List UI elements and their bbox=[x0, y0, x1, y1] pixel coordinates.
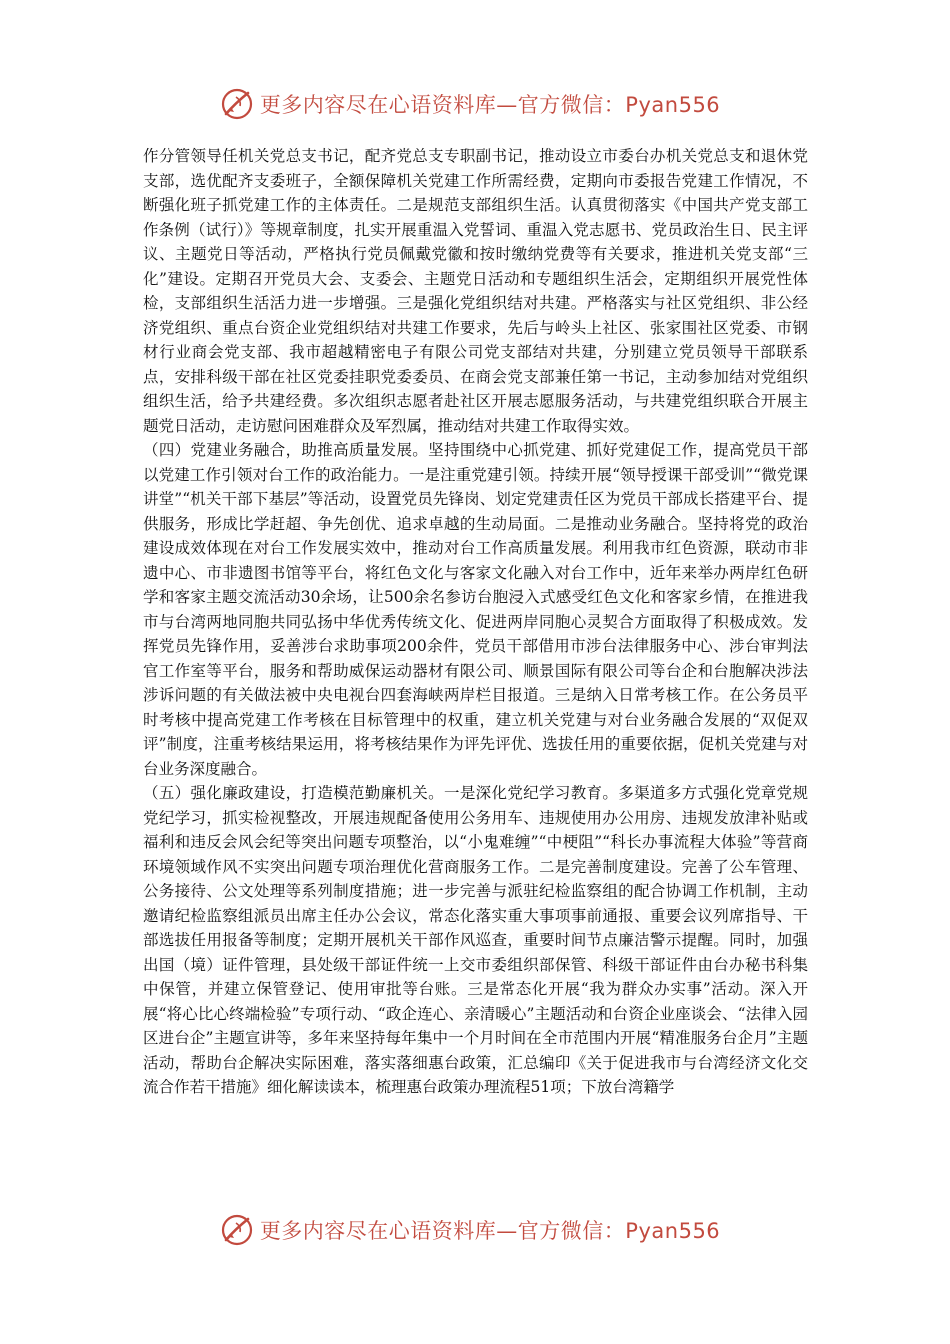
pen-logo-icon bbox=[220, 87, 254, 121]
paragraph-3: （五）强化廉政建设，打造模范勤廉机关。一是深化党纪学习教育。多渠道多方式强化党章党规党纪学习，抓实检视整改，开展违规配备使用公务用车、违规使用办公用房、违规发放津补贴或福利和违反会风会纪等突出问题专项整治，以“小鬼难缠”“中梗阻”“科长办事流程大体验”等营商环境领域作风不实突出问题专项治理优化营商服务工作。二是完善制度建设。完善了公车管理、公务接待、公文处理等系列制度措施；进一步完善与派驻纪检监察组的配合协调工作机制，主动邀请纪检监察组派员出席主任办公会议，常态化落实重大事项事前通报、重要会议列席指导、干部选拔任用报备等制度；定期开展机关干部作风巡查，重要时间节点廉洁警示提醒。同时，加强出国（境）证件管理，县处级干部证件统一上交市委组织部保管、科级干部证件由台办秘书科集中保管，并建立保管登记、使用审批等台账。三是常态化开展“我为群众办实事”活动。深入开展“将心比心终端检验”专项行动、“政企连心、亲清暖心”主题活动和台资企业座谈会、“法律入园区进台企”主题宣讲等，多年来坚持每年集中一个月时间在全市范围内开展“精准服务台企月”主题活动，帮助台企解决实际困难，落实落细惠台政策，汇总编印《关于促进我市与台湾经济文化交流合作若干措施》细化解读读本，梳理惠台政策办理流程51项；下放台湾籍学 bbox=[143, 784, 808, 1096]
header-banner-text: 更多内容尽在心语资料库—官方微信：Pyan556 bbox=[259, 93, 721, 117]
footer-banner-inner bbox=[220, 1213, 720, 1247]
footer-banner bbox=[0, 1210, 950, 1250]
document-body bbox=[143, 144, 808, 1100]
footer-banner-text: 更多内容尽在心语资料库—官方微信：Pyan556 bbox=[259, 1219, 721, 1243]
header-banner bbox=[0, 84, 950, 124]
paragraph-1: 作分管领导任机关党总支书记，配齐党总支专职副书记，推动设立市委台办机关党总支和退休党支部，选优配齐支委班子，全额保障机关党建工作所需经费，定期向市委报告党建工作情况，不断强化班子抓党建工作的主体责任。二是规范支部组织生活。认真贯彻落实《中国共产党支部工作条例（试行）》等规章制度，扎实开展重温入党誓词、重温入党志愿书、党员政治生日、民主评议、主题党日等活动，严格执行党员佩戴党徽和按时缴纳党费等有关要求，推进机关党支部“三化”建设。定期召开党员大会、支委会、主题党日活动和专题组织生活会，定期组织开展党性体检，支部组织生活活力进一步增强。三是强化党组织结对共建。严格落实与社区党组织、非公经济党组织、重点台资企业党组织结对共建工作要求，先后与岭头上社区、张家围社区党委、市钢材行业商会党支部、我市超越精密电子有限公司党支部结对共建，分别建立党员领导干部联系点，安排科级干部在社区党委挂职党委委员、在商会党支部兼任第一书记，主动参加结对党组织组织生活，给予共建经费。多次组织志愿者赴社区开展志愿服务活动，与共建党组织联合开展主题党日活动，走访慰问困难群众及军烈属，推动结对共建工作取得实效。 bbox=[143, 147, 808, 435]
header-banner-inner bbox=[220, 87, 720, 121]
pen-logo-icon bbox=[220, 1213, 254, 1247]
paragraph-2: （四）党建业务融合，助推高质量发展。坚持围绕中心抓党建、抓好党建促工作，提高党员干部以党建工作引领对台工作的政治能力。一是注重党建引领。持续开展“领导授课干部受训”“微党课讲堂”“机关干部下基层”等活动，设置党员先锋岗、划定党建责任区为党员干部成长搭建平台、提供服务，形成比学赶超、争先创优、追求卓越的生动局面。二是推动业务融合。坚持将党的政治建设成效体现在对台工作发展实效中，推动对台工作高质量发展。利用我市红色资源，联动市非遗中心、市非遗图书馆等平台，将红色文化与客家文化融入对台工作中，近年来举办两岸红色研学和客家主题交流活动30余场，让500余名参访台胞浸入式感受红色文化和客家乡情，在推进我市与台湾两地同胞共同弘扬中华优秀传统文化、促进两岸同胞心灵契合方面取得了积极成效。发挥党员先锋作用，妥善涉台求助事项200余件，党员干部借用市涉台法律服务中心、涉台审判法官工作室等平台，服务和帮助威保运动器材有限公司、顺景国际有限公司等台企和台胞解决涉法涉诉问题的有关做法被中央电视台四套海峡两岸栏目报道。三是纳入日常考核工作。在公务员平时考核中提高党建工作考核在目标管理中的权重，建立机关党建与对台业务融合发展的“双促双评”制度，注重考核结果运用，将考核结果作为评先评优、选拔任用的重要依据，促机关党建与对台业务深度融合。 bbox=[143, 441, 808, 778]
